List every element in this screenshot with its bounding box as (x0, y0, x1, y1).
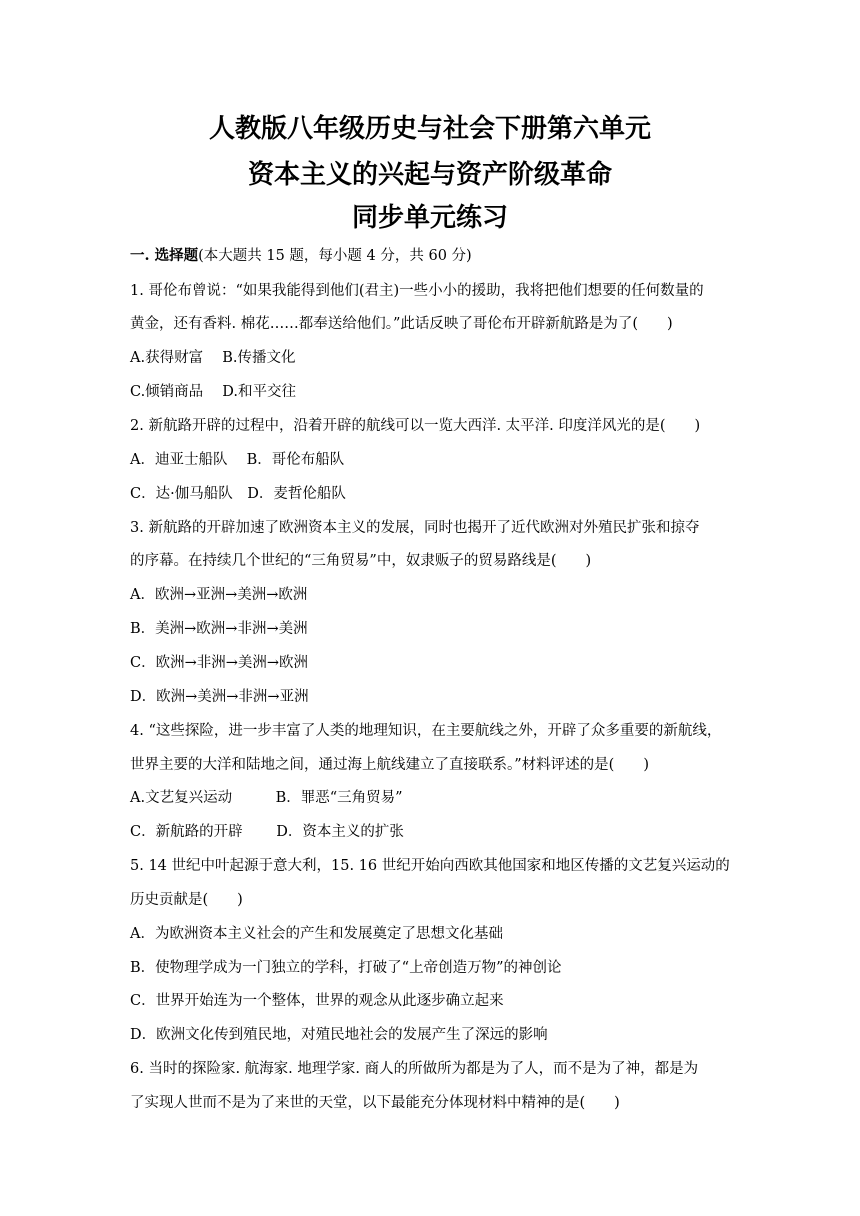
section-label: 一. 选择题 (130, 247, 199, 264)
title-line-1: 人教版八年级历史与社会下册第六单元 (208, 114, 651, 144)
question-3-line-2: 的序幕。在持续几个世纪的“三角贸易”中，奴隶贩子的贸易路线是( ) (130, 553, 592, 569)
question-5-line-2: 历史贡献是( ) (130, 892, 243, 908)
question-4-options-cd: C．新航路的开辟 D．资本主义的扩张 (130, 824, 404, 840)
question-1-options-cd: C.倾销商品 D.和平交往 (130, 384, 297, 400)
question-5-option-c: C．世界开始连为一个整体，世界的观念从此逐步确立起来 (130, 993, 504, 1009)
question-5-option-b: B．使物理学成为一门独立的学科，打破了“上帝创造万物”的神创论 (130, 960, 562, 976)
question-1-options-ab: A.获得财富 B.传播文化 (130, 350, 296, 366)
question-4-line-2: 世界主要的大洋和陆地之间，通过海上航线建立了直接联系。”材料评述的是( ) (130, 757, 649, 773)
question-2-options-ab: A．迪亚士船队 B．哥伦布船队 (130, 452, 345, 468)
question-2-options-cd: C．达·伽马船队 D．麦哲伦船队 (130, 486, 346, 502)
question-3-line-1: 3. 新航路的开辟加速了欧洲资本主义的发展，同时也揭开了近代欧洲对外殖民扩张和掠夺 (130, 520, 700, 536)
question-3-option-c: C．欧洲→非洲→美洲→欧洲 (130, 655, 309, 671)
question-4-line-1: 4. “这些探险，进一步丰富了人类的地理知识，在主要航线之外，开辟了众多重要的新航线， (130, 723, 722, 739)
question-3-option-b: B．美洲→欧洲→非洲→美洲 (130, 621, 308, 637)
question-5-option-d: D．欧洲文化传到殖民地，对殖民地社会的发展产生了深远的影响 (130, 1027, 548, 1043)
title-line-2: 资本主义的兴起与资产阶级革命 (247, 160, 612, 190)
question-3-option-a: A．欧洲→亚洲→美洲→欧洲 (130, 587, 308, 603)
question-1-line-2: 黄金，还有香料. 棉花……都奉送给他们。”此话反映了哥伦布开辟新航路是为了( ) (130, 316, 673, 332)
question-6-line-2: 了实现人世而不是为了来世的天堂，以下最能充分体现材料中精神的是( ) (130, 1095, 620, 1111)
section-heading (130, 246, 750, 266)
question-4-options-ab: A.文艺复兴运动 B．罪恶“三角贸易” (130, 790, 403, 806)
section-note: (本大题共 15 题，每小题 4 分，共 60 分) (198, 248, 472, 264)
question-3-option-d: D．欧洲→美洲→非洲→亚洲 (130, 689, 309, 705)
title-line-3: 同步单元练习 (351, 203, 508, 233)
question-5-line-1: 5. 14 世纪中叶起源于意大利，15. 16 世纪开始向西欧其他国家和地区传播的文艺复兴运动的 (130, 858, 730, 874)
question-5-option-a: A．为欧洲资本主义社会的产生和发展奠定了思想文化基础 (130, 926, 503, 942)
question-1-line-1: 1. 哥伦布曾说：“如果我能得到他们(君主)一些小小的援助，我将把他们想要的任何数量的 (130, 283, 704, 299)
question-2-line-1: 2. 新航路开辟的过程中，沿着开辟的航线可以一览大西洋. 太平洋. 印度洋风光的是( ) (130, 418, 701, 434)
question-6-line-1: 6. 当时的探险家. 航海家. 地理学家. 商人的所做所为都是为了人，而不是为了神，都是为 (130, 1061, 699, 1077)
